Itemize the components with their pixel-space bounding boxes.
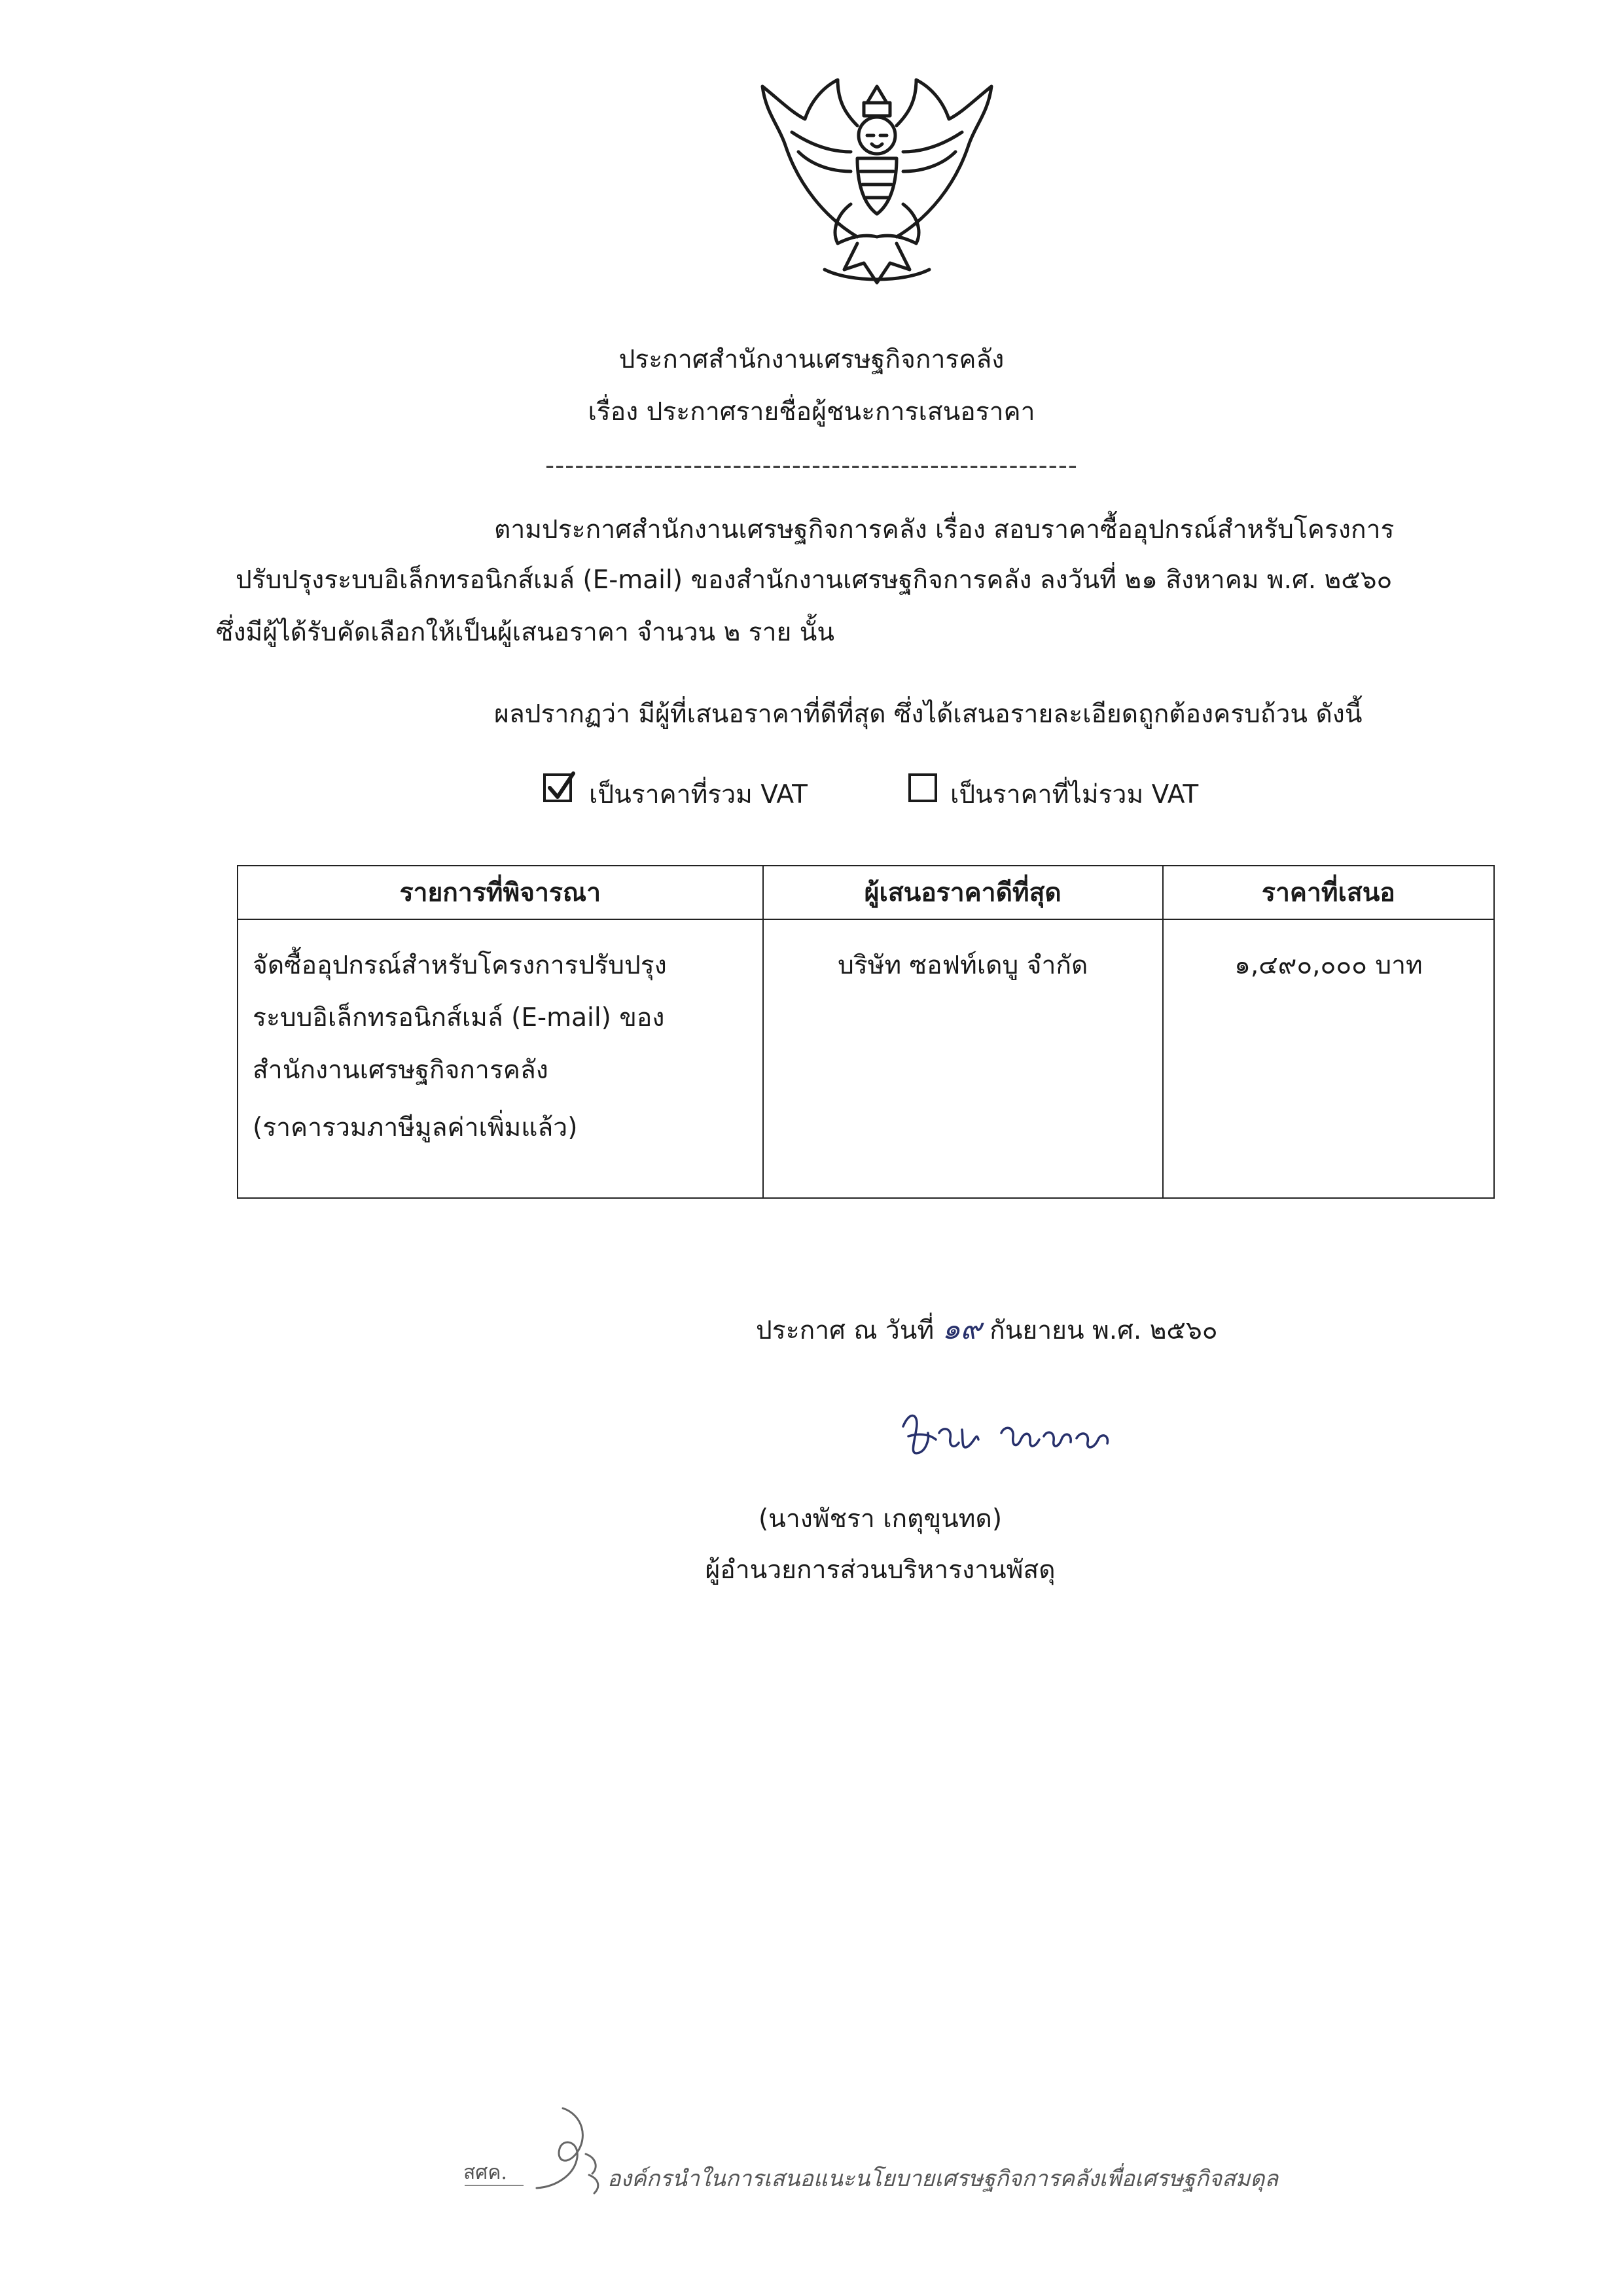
document-title: ประกาศสำนักงานเศรษฐกิจการคลัง	[618, 345, 1005, 374]
price-cell	[1163, 919, 1494, 1198]
vat-excluded-checkbox	[908, 773, 937, 802]
paragraph-line-1: ตามประกาศสำนักงานเศรษฐกิจการคลัง เรื่อง สอบราคาซื้ออุปกรณ์สำหรับโครงการ	[494, 515, 1395, 544]
table-header-row	[238, 866, 1494, 919]
table-row	[238, 919, 1494, 1198]
date-day-handwritten: ๑๙	[942, 1313, 982, 1346]
item-note: (ราคารวมภาษีมูลค่าเพิ่มแล้ว)	[253, 1113, 578, 1142]
vat-included-label: เป็นราคาที่รวม VAT	[589, 780, 808, 809]
result-statement: ผลปรากฏว่า มีผู้ที่เสนอราคาที่ดีที่สุด ซึ่งได้เสนอรายละเอียดถูกต้องครบถ้วน ดังนี้	[494, 699, 1363, 729]
item-line-1: จัดซื้ออุปกรณ์สำหรับโครงการปรับปรุง	[253, 951, 667, 980]
title-separator: ------------------------------------------------------	[545, 451, 1078, 480]
header-item: รายการที่พิจารณา	[238, 866, 763, 919]
fpo-logo-icon	[458, 2102, 609, 2200]
garuda-emblem-icon	[759, 73, 995, 296]
award-table	[237, 865, 1495, 1199]
signatory-title: ผู้อำนวยการส่วนบริหารงานพัสดุ	[705, 1555, 1056, 1585]
date-suffix: กันยายน พ.ศ. ๒๕๖๐	[990, 1316, 1218, 1345]
header-bidder: ผู้เสนอราคาดีที่สุด	[763, 866, 1163, 919]
header-price: ราคาที่เสนอ	[1163, 866, 1494, 919]
item-line-3: สำนักงานเศรษฐกิจการคลัง	[253, 1055, 548, 1085]
document-subject: เรื่อง ประกาศรายชื่อผู้ชนะการเสนอราคา	[588, 397, 1035, 427]
handwritten-signature	[890, 1400, 1152, 1472]
item-line-2: ระบบอิเล็กทรอนิกส์เมล์ (E-mail) ของ	[253, 1003, 665, 1033]
footer-tagline: องค์กรนำในการเสนอแนะนโยบายเศรษฐกิจการคลังเพื่อเศรษฐกิจสมดุล	[607, 2166, 1279, 2192]
item-cell	[238, 919, 763, 1198]
signatory-name: (นางพัชรา เกตุขุนทด)	[758, 1504, 1003, 1534]
vat-included-checkbox	[543, 773, 572, 802]
paragraph-line-2: ปรับปรุงระบบอิเล็กทรอนิกส์เมล์ (E-mail) ของสำนักงานเศรษฐกิจการคลัง ลงวันที่ ๒๑ สิงหาคม พ.ศ. ๒๕๖๐	[236, 565, 1393, 595]
offered-price: ๑,๔๙๐,๐๐๐ บาท	[1234, 951, 1423, 980]
checkmark-icon	[544, 769, 576, 804]
vat-excluded-label: เป็นราคาที่ไม่รวม VAT	[950, 780, 1199, 809]
bidder-cell	[763, 919, 1163, 1198]
date-prefix: ประกาศ ณ วันที่	[756, 1316, 935, 1345]
announcement-date	[756, 1315, 1218, 1344]
bidder-name: บริษัท ซอฟท์เดบู จำกัด	[838, 951, 1088, 980]
paragraph-line-3: ซึ่งมีผู้ได้รับคัดเลือกให้เป็นผู้เสนอราคา จำนวน ๒ ราย นั้น	[216, 618, 835, 647]
logo-text: สศค.	[463, 2161, 507, 2184]
